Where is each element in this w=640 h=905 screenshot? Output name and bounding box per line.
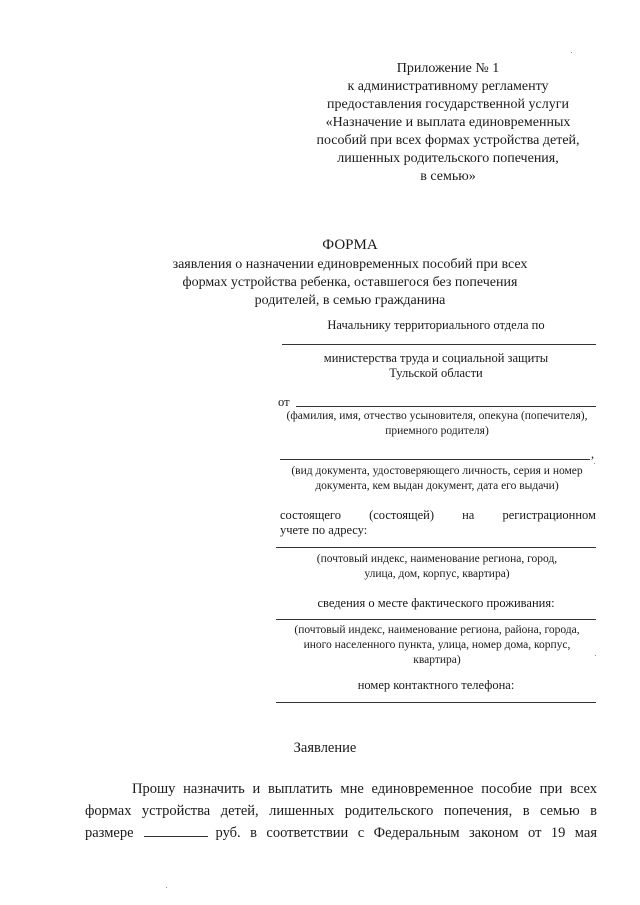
doc-hint: (вид документа, удостоверяющего личность, серия и номер <box>291 465 583 477</box>
doc-hint-2: документа, кем выдан документ, дата его выдачи) <box>315 480 559 492</box>
form-subtitle <box>120 256 580 310</box>
ministry-line: министерства труда и социальной защиты <box>323 351 549 365</box>
reg-word: на <box>462 508 475 522</box>
appendix-line: предоставления государственной услуги <box>327 97 569 112</box>
statement-line-2: формах устройства детей, лишенных родительского попечения, в семью в <box>85 803 597 819</box>
from-label: от <box>278 395 290 409</box>
address-hint: (почтовый индекс, наименование региона, город, <box>316 553 558 565</box>
appendix-line: в семью» <box>420 169 476 184</box>
statement-line-3 <box>85 822 597 844</box>
scan-speck <box>571 52 572 53</box>
phone-field[interactable] <box>276 702 596 703</box>
registration-line <box>280 508 596 523</box>
statement-line-1: Прошу назначить и выплатить мне единовременное пособие при всех <box>132 781 597 797</box>
appendix-header <box>300 60 596 186</box>
size-label: размере <box>85 825 134 841</box>
form-subtitle-line: заявления о назначении единовременных пособий при всех <box>172 257 528 272</box>
reg-word: регистрационном <box>502 508 596 522</box>
document-field[interactable] <box>280 459 590 460</box>
actual-hint-2: иного населенного пункта, улица, номер дома, корпус, <box>303 639 571 651</box>
recipient-blank-line[interactable] <box>282 344 596 345</box>
amount-field[interactable] <box>144 822 208 837</box>
name-hint: (фамилия, имя, отчество усыновителя, опекуна (попечителя), <box>286 410 588 422</box>
reg-word: состоящего <box>280 508 341 522</box>
registration-line-2: учете по адресу: <box>280 523 368 537</box>
applicant-name-field[interactable] <box>296 406 596 407</box>
reg-word: (состоящей) <box>369 508 434 522</box>
actual-residence-label: сведения о месте фактического проживания: <box>317 596 555 610</box>
form-subtitle-line: формах устройства ребенка, оставшегося без попечения <box>182 275 518 290</box>
name-hint-2: приемного родителя) <box>385 425 489 437</box>
form-title: ФОРМА <box>322 237 378 253</box>
recipient-label: Начальнику территориального отдела по <box>327 318 545 332</box>
scan-speck <box>595 655 596 656</box>
appendix-line: «Назначение и выплата единовременных <box>325 115 571 130</box>
appendix-line: пособий при всех формах устройства детей, <box>316 133 580 148</box>
actual-hint-3: квартира) <box>413 654 461 666</box>
scan-speck <box>594 463 595 464</box>
actual-residence-field[interactable] <box>276 619 596 620</box>
phone-label: номер контактного телефона: <box>357 678 515 692</box>
address-field[interactable] <box>276 547 596 548</box>
address-hint-2: улица, дом, корпус, квартира) <box>364 568 510 580</box>
actual-hint: (почтовый индекс, наименование региона, района, города, <box>294 624 580 636</box>
comma: , <box>591 447 595 461</box>
form-subtitle-line: родителей, в семью гражданина <box>254 293 446 308</box>
appendix-line: Приложение № 1 <box>396 61 500 76</box>
region-line: Тульской области <box>389 366 483 380</box>
scan-speck <box>166 887 167 888</box>
law-reference: руб. в соответствии с Федеральным законом от 19 мая <box>215 825 597 841</box>
appendix-line: лишенных родительского попечения, <box>337 151 559 166</box>
appendix-line: к административному регламенту <box>347 79 549 94</box>
statement-heading: Заявление <box>293 740 357 756</box>
